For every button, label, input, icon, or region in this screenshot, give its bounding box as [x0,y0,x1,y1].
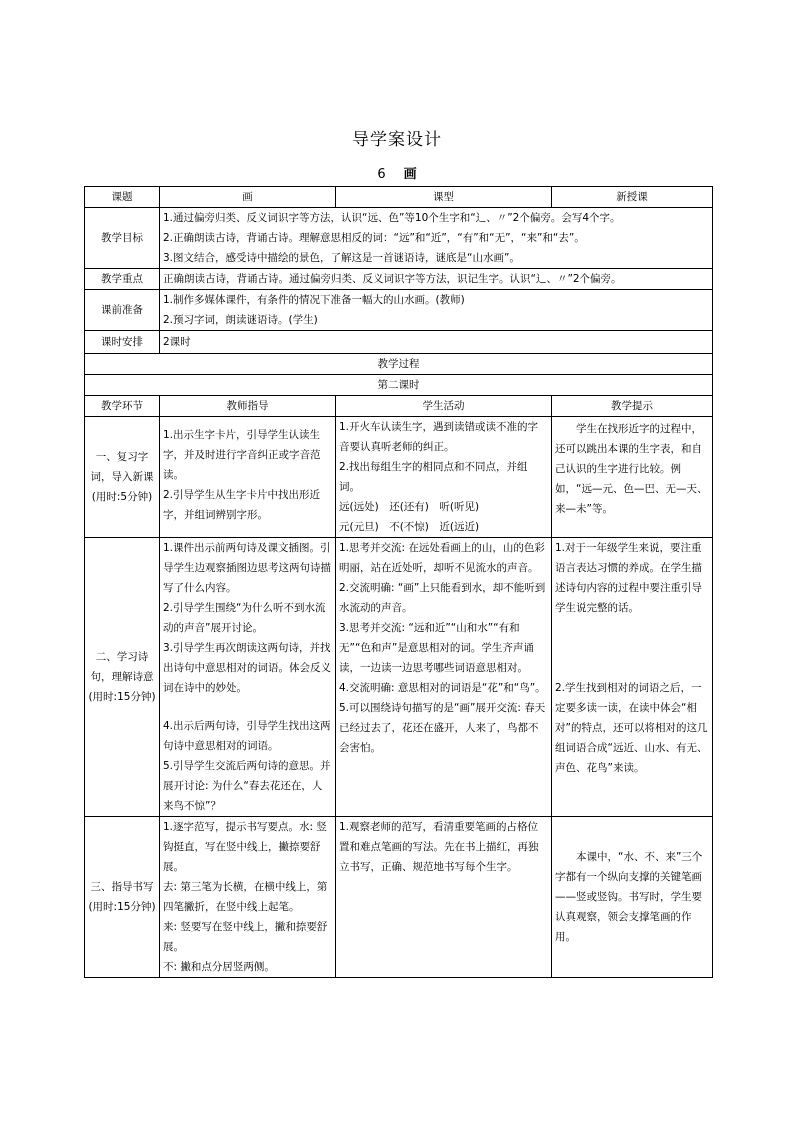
spacer [555,618,709,678]
table-row [85,538,713,817]
teacher-item: 2.引导学生围绕“为什么听不到水流动的声音”展开讨论。 [163,602,326,634]
objective-item: 3.图文结合，感受诗中描绘的景色，了解这是一首谜语诗，谜底是“山水画”。 [163,252,520,264]
teacher-item: 1.课件出示前两句诗及课文插图。引导学生边观察插图边思考这两句诗描写了什么内容。 [163,542,331,594]
objective-item: 2.正确朗读古诗，背诵古诗。理解意思相反的词：“远”和“近”，“有”和“无”，“来”和“去”。 [163,232,585,244]
schedule-value: 2课时 [160,331,713,354]
student-item: 4.交流明确: 意思相对的词语是“花”和“鸟”。 [339,682,546,694]
key-points-text: 正确朗读古诗，背诵古诗。通过偏旁归类、反义词识字等方法，识记生字。认识“辶、〃”2个偏旁。 [160,269,713,290]
objectives-label: 教学目标 [85,208,160,269]
teacher-item: 5.引导学生交流后两句诗的意思。并展开讨论: 为什么“春去花还在，人来鸟不惊”？ [163,760,331,812]
student-item: 2.找出每组生字的相同点和不同点，并组词。 [339,461,528,493]
teacher-item: 3.引导学生再次朗读这两句诗，并找出诗句中意思相对的词语。体会反义词在诗中的妙处。 [163,642,331,694]
student-activity [336,538,552,817]
student-item: 远(远处) 还(还有) 听(听见) [339,501,480,513]
teacher-item: 不: 撇和点分居竖两侧。 [163,961,275,973]
teacher-item: 来: 竖要写在竖中线上，撇和捺要舒展。 [163,921,328,953]
objective-item: 1.通过偏旁归类、反义词识字等方法，认识“远、色”等10个生字和“辶、〃”2个偏旁。会写4个字。 [163,212,621,224]
stage-name: 一、复习字词，导入新课(用时:5分钟) [85,417,160,538]
column-header-teacher: 教师指导 [160,396,336,417]
teacher-guidance [160,417,336,538]
document-title: 导学案设计 [352,130,442,150]
objectives-content [160,208,713,269]
teaching-tips [552,417,713,538]
student-activity [336,817,552,978]
teaching-tips [552,817,713,978]
student-item: 1.开火车认读生字，遇到读错或读不准的字音要认真听老师的纠正。 [339,421,539,453]
student-item: 2.交流明确: “画”上只能看到水，却不能听到水流动的声音。 [339,582,546,614]
spacer [163,698,332,716]
preparation-label: 课前准备 [85,290,160,331]
tip-item: 学生在找形近字的过程中，还可以跳出本课的生字表，和自己认识的生字进行比较。例如，“远—元、色—巴、无—天、来—未”等。 [555,423,708,515]
teaching-tips [552,538,713,817]
process-title: 教学过程 [85,354,713,375]
student-item: 元(元旦) 不(不惊) 近(远近) [339,521,480,533]
preparation-item: 2.预习字词，朗读谜语诗。(学生) [163,314,318,326]
lesson-name: 画 [403,167,417,182]
lesson-number: 6 [377,167,386,182]
preparation-item: 1.制作多媒体课件，有条件的情况下准备一幅大的山水画。(教师) [163,294,465,306]
student-item: 3.思考并交流: “远和近”“山和水”“有和无”“色和声”是意思相对的词。学生齐声诵读，一边读一边思考哪些词语意思相对。 [339,622,534,674]
key-points-label: 教学重点 [85,269,160,290]
teacher-item: 4.出示后两句诗，引导学生找出这两句诗中意思相对的词语。 [163,720,331,752]
tip-item: 2.学生找到相对的词语之后，一定要多读一读，在读中体会“相对”的特点，还可以将相对的这几组词语合成“远近、山水、有无、声色、花鸟”来读。 [555,682,708,774]
teacher-guidance [160,538,336,817]
teacher-item: 1.出示生字卡片，引导学生认读生字，并及时进行字音纠正或字音范读。 [163,429,321,481]
topic-label: 课题 [85,187,160,208]
lesson-plan-table [84,186,713,978]
teacher-guidance [160,817,336,978]
student-activity [336,417,552,538]
column-header-stage: 教学环节 [85,396,160,417]
tip-item: 1.对于一年级学生来说，要注重语言表达习惯的养成。在学生描述诗句内容的过程中要注重引导学生说完整的话。 [555,542,702,614]
topic-value: 画 [160,187,336,208]
student-item: 1.思考并交流: 在远处看画上的山，山的色彩明丽，站在近处听，却听不见流水的声音。 [339,542,545,574]
teacher-item: 去: 第三笔为长横，在横中线上，第四笔撇折，在竖中线上起笔。 [163,881,328,913]
lesson-heading [0,163,794,182]
type-value: 新授课 [552,187,713,208]
session-title: 第二课时 [85,375,713,396]
tip-item: 本课中，“水、不、来”三个字都有一个纵向支撑的关键笔画——竖或竖钩。书写时，学生要认真观察，领会支撑笔画的作用。 [555,851,703,943]
teacher-item: 1.逐字范写，提示书写要点。水: 竖钩挺直，写在竖中线上，撇捺要舒展。 [163,821,327,873]
preparation-content [160,290,713,331]
stage-name: 三、指导书写(用时:15分钟) [85,817,160,978]
student-item: 1.观察老师的范写，看清重要笔画的占格位置和难点笔画的写法。先在书上描红，再独立书写，正确、规范地书写每个生字。 [339,821,539,873]
column-header-student: 学生活动 [336,396,552,417]
type-label: 课型 [336,187,552,208]
table-row [85,417,713,538]
schedule-label: 课时安排 [85,331,160,354]
table-row [85,817,713,978]
student-item: 5.可以围绕诗句描写的是“画”展开交流: 春天已经过去了，花还在盛开，人来了，鸟都不会害怕。 [339,702,546,754]
stage-name: 二、学习诗句，理解诗意(用时:15分钟) [85,538,160,817]
teacher-item: 2.引导学生从生字卡片中找出形近字，并组词辨别字形。 [163,489,321,521]
column-header-tips: 教学提示 [552,396,713,417]
